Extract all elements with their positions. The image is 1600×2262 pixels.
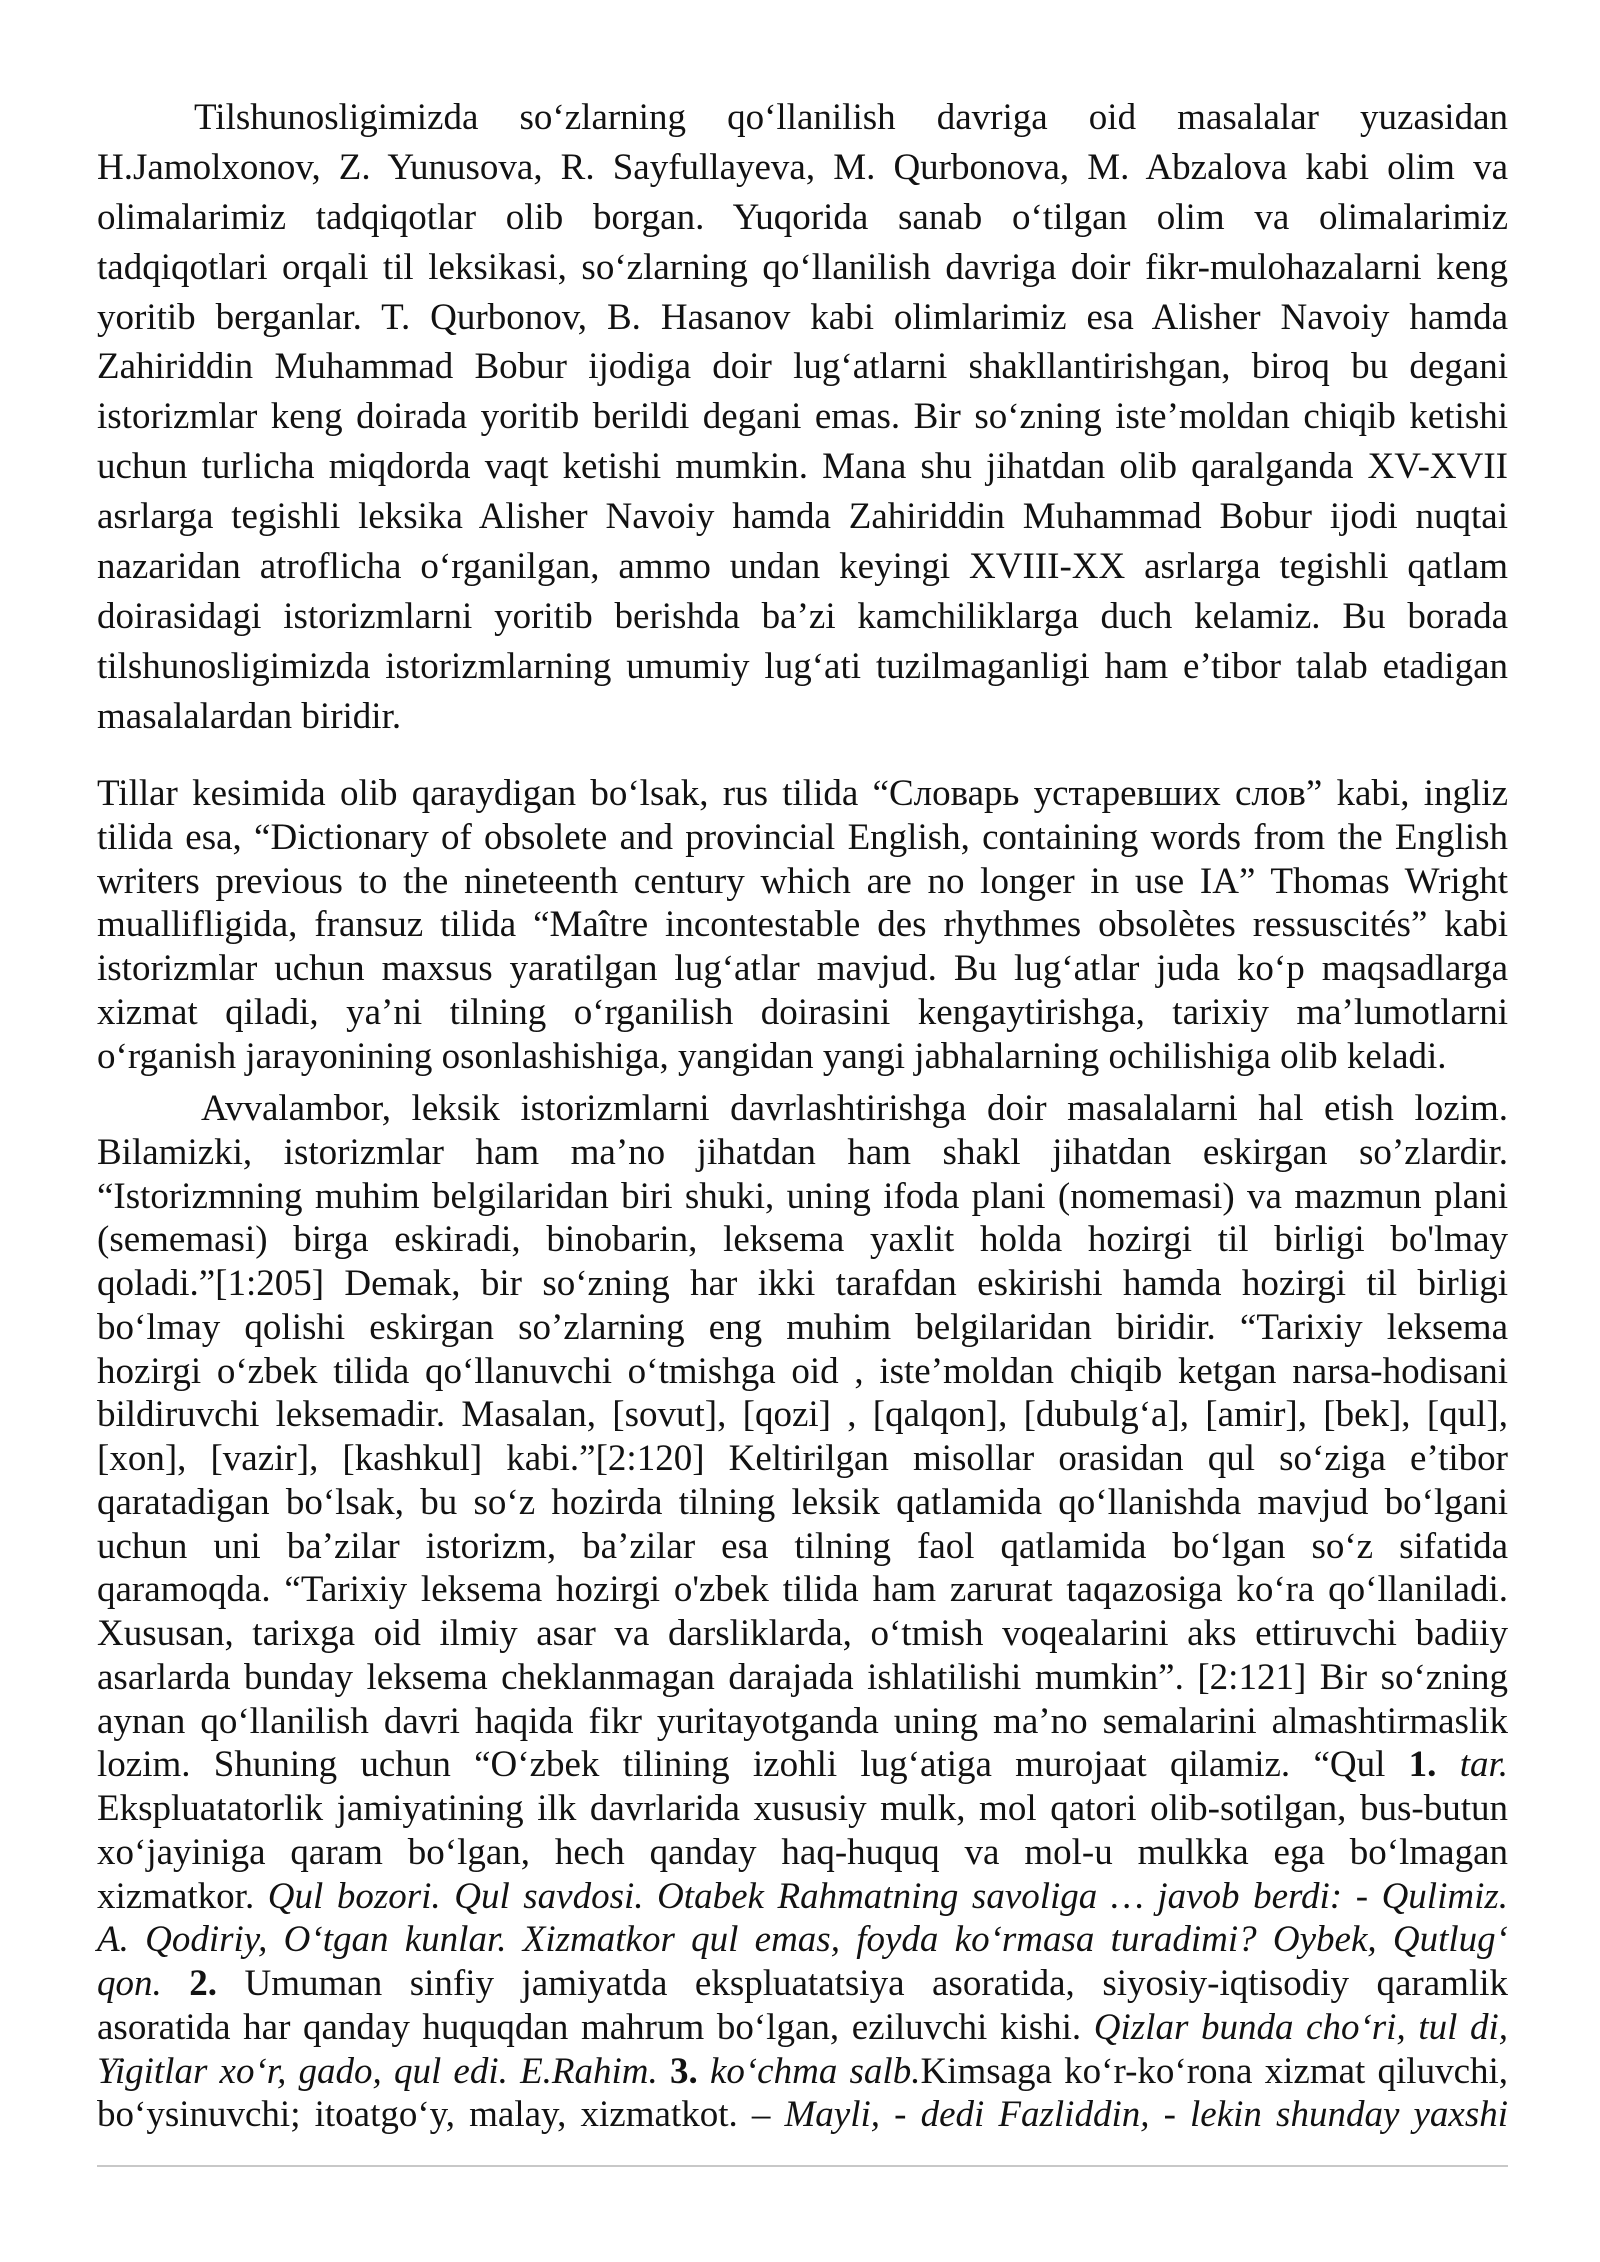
italic-text: qon. bbox=[97, 1963, 162, 2004]
text-line: asarlarda bunday leksema cheklanmagan darajada ishlatilishi mumkin”. [2:121] Bir so‘zning bbox=[97, 1656, 1508, 1698]
definition-number: 1. bbox=[1408, 1744, 1437, 1786]
text-line bbox=[97, 1962, 1508, 2006]
text-line: masalalardan biridir. bbox=[97, 695, 402, 737]
definition-number: 3. bbox=[669, 2050, 698, 2092]
text-line: aynan qo‘llanilish davri haqida fikr yuritayotganda uning ma’no semalarini almashtirmaslik bbox=[97, 1700, 1508, 1742]
text-line: o‘rganish jarayonining osonlashishiga, yangidan yangi jabhalarning ochilishiga olib keladi. bbox=[97, 1035, 1447, 1077]
text-line: A. Qodiriy, O‘tgan kunlar. Xizmatkor qul emas, foyda ko‘rmasa turadimi? Oybek, Qutlug‘ bbox=[97, 1919, 1508, 1961]
text-segment: Umuman sinfiy jamiyatda ekspluatatsiya asoratida, siyosiy-iqtisodiy qaramlik bbox=[244, 1963, 1509, 2004]
text-line bbox=[97, 2093, 1508, 2137]
text-line: [xon], [vazir], [kashkul] kabi.”[2:120] Keltirilgan misollar orasidan qul so‘ziga e’tibor bbox=[97, 1438, 1508, 1479]
paragraph bbox=[97, 772, 1508, 1078]
text-line: qoladi.”[1:205] Demak, bir so‘zning har ikki tarafdan eskirishi hamda hozirgi til birligi bbox=[97, 1263, 1508, 1304]
text-line: hozirgi o‘zbek tilida qo‘llanuvchi o‘tmishga oid , iste’moldan chiqib ketgan narsa-hodisani bbox=[97, 1350, 1508, 1392]
text-line: yoritib berganlar. T. Qurbonov, B. Hasanov kabi olimlarimiz esa Alisher Navoiy hamda bbox=[97, 296, 1508, 338]
italic-text: tar. bbox=[1459, 1744, 1509, 1786]
text-line bbox=[97, 1743, 1508, 1787]
text-line: qaratadigan bo‘lsak, bu so‘z hozirda tilning leksik qatlamida qo‘llanishda mavjud bo‘lgani bbox=[97, 1481, 1508, 1523]
page-divider bbox=[97, 2165, 1508, 2167]
text-line: qaramoqda. “Tarixiy leksema hozirgi o'zbek tilida ham zarurat taqazosiga ko‘ra qo‘llaniladi. bbox=[97, 1569, 1508, 1611]
text-line: writers previous to the nineteenth century which are no longer in use IA” Thomas Wright bbox=[97, 860, 1508, 902]
text-segment: xizmatkor. bbox=[97, 1875, 255, 1917]
text-line: olimalarimiz tadqiqotlar olib borgan. Yuqorida sanab o‘tilgan olim va olimalarimiz bbox=[97, 196, 1508, 238]
text-line: “Istorizmning muhim belgilaridan biri shuki, uning ifoda plani (nomemasi) va mazmun plani bbox=[97, 1175, 1508, 1217]
italic-text: Mayli, - dedi Fazliddin, - lekin shunday yaxshi bbox=[784, 2094, 1508, 2136]
definition-number: 2. bbox=[189, 1963, 218, 2004]
paragraph bbox=[97, 93, 1508, 742]
text-line: muallifligida, fransuz tilida “Maître incontestable des rhythmes obsolètes ressuscités” kabi bbox=[97, 904, 1508, 946]
text-line: nazaridan atroflicha o‘rganilgan, ammo undan keyingi XVIII-XX asrlarga tegishli qatlam bbox=[97, 546, 1508, 588]
text-line: doirasidagi istorizmlarni yoritib berishda ba’zi kamchiliklarga duch kelamiz. Bu borada bbox=[97, 595, 1508, 637]
text-line bbox=[97, 2006, 1508, 2050]
paragraph bbox=[97, 1087, 1508, 2137]
text-line: Bilamizki, istorizmlar ham ma’no jihatdan ham shakl jihatdan eskirgan so’zlardir. bbox=[97, 1131, 1508, 1173]
text-line: Xususan, tarixga oid ilmiy asar va darsliklarda, o‘tmish voqealarini aks ettiruvchi badiiy bbox=[97, 1613, 1508, 1654]
text-line: Zahiriddin Muhammad Bobur ijodiga doir lug‘atlarni shakllantirishgan, biroq bu degani bbox=[97, 346, 1508, 388]
text-line: tilshunosligimizda istorizmlarning umumiy lug‘ati tuzilmaganligi ham e’tibor talab etadigan bbox=[97, 645, 1508, 687]
text-segment: Kimsaga ko‘r-ko‘rona xizmat qiluvchi, bbox=[920, 2050, 1509, 2092]
text-line: Ekspluatatorlik jamiyatining ilk davrlarida xususiy mulk, mol qatori olib-sotilgan, bus-butun bbox=[97, 1788, 1508, 1829]
text-line: (sememasi) birga eskiradi, binobarin, leksema yaxlit holda hozirgi til birligi bo'lmay bbox=[97, 1219, 1508, 1261]
text-segment: asoratida har qanday huquqdan mahrum bo‘lgan, eziluvchi kishi. bbox=[97, 2006, 1082, 2048]
text-line: Tilshunosligimizda so‘zlarning qo‘llanilish davriga oid masalalar yuzasidan bbox=[194, 97, 1508, 138]
text-line: bildiruvchi leksemadir. Masalan, [sovut], [qozi] , [qalqon], [dubulg‘a], [amir], [bek], [qul], bbox=[97, 1394, 1508, 1436]
text-line: istorizmlar keng doirada yoritib berildi degani emas. Bir so‘zning iste’moldan chiqib ketishi bbox=[97, 396, 1508, 438]
text-line bbox=[97, 2050, 1508, 2094]
text-line: tadqiqotlari orqali til leksikasi, so‘zlarning qo‘llanilish davriga doir fikr-mulohazalarni keng bbox=[97, 246, 1508, 288]
text-line: uchun uni ba’zilar istorizm, ba’zilar esa tilning faol qatlamida bo‘lgan so‘z sifatida bbox=[97, 1525, 1508, 1567]
text-segment: lozim. Shuning uchun “O‘zbek tilining izohli lug‘atiga murojaat qilamiz. “Qul bbox=[97, 1744, 1386, 1786]
text-line bbox=[97, 1875, 1508, 1919]
italic-text: Qizlar bunda cho‘ri, tul di, bbox=[1093, 2006, 1509, 2048]
text-line: uchun turlicha miqdorda vaqt ketishi mumkin. Mana shu jihatdan olib qaralganda XV-XVII bbox=[97, 446, 1508, 488]
text-line: xo‘jayiniga qaram bo‘lgan, hech qanday haq-huquq va mol-u mulkka ega bo‘lmagan bbox=[97, 1831, 1508, 1873]
text-segment: bo‘ysinuvchi; itoatgo‘y, malay, xizmatkot. – bbox=[97, 2094, 771, 2136]
text-line: Tillar kesimida olib qaraydigan bo‘lsak, rus tilida “Словарь устаревших слов” kabi, ingliz bbox=[97, 773, 1508, 814]
italic-text: Qul bozori. Qul savdosi. Otabek Rahmatning savoliga … javob berdi: - Qulimiz. bbox=[267, 1875, 1508, 1917]
text-line: H.Jamolxonov, Z. Yunusova, R. Sayfullayeva, M. Qurbonova, M. Abzalova kabi olim va bbox=[97, 146, 1508, 188]
italic-text: ko‘chma salb. bbox=[709, 2050, 921, 2092]
text-line: istorizmlar uchun maxsus yaratilgan lug‘atlar mavjud. Bu lug‘atlar juda ko‘p maqsadlarga bbox=[97, 948, 1508, 989]
text-line: xizmat qiladi, ya’ni tilning o‘rganilish doirasini kengaytirishga, tarixiy ma’lumotlarni bbox=[97, 991, 1508, 1033]
italic-text: Yigitlar xo‘r, gado, qul edi. E.Rahim. bbox=[97, 2050, 658, 2092]
text-line: Avvalambor, leksik istorizmlarni davrlashtirishga doir masalalarni hal etish lozim. bbox=[201, 1088, 1508, 1129]
text-line: bo‘lmay qolishi eskirgan so’zlarning eng muhim belgilaridan biridir. “Tarixiy leksema bbox=[97, 1306, 1508, 1348]
text-line: asrlarga tegishli leksika Alisher Navoiy hamda Zahiriddin Muhammad Bobur ijodi nuqtai bbox=[97, 496, 1508, 538]
text-line: tilida esa, “Dictionary of obsolete and provincial English, containing words from the English bbox=[97, 816, 1508, 858]
